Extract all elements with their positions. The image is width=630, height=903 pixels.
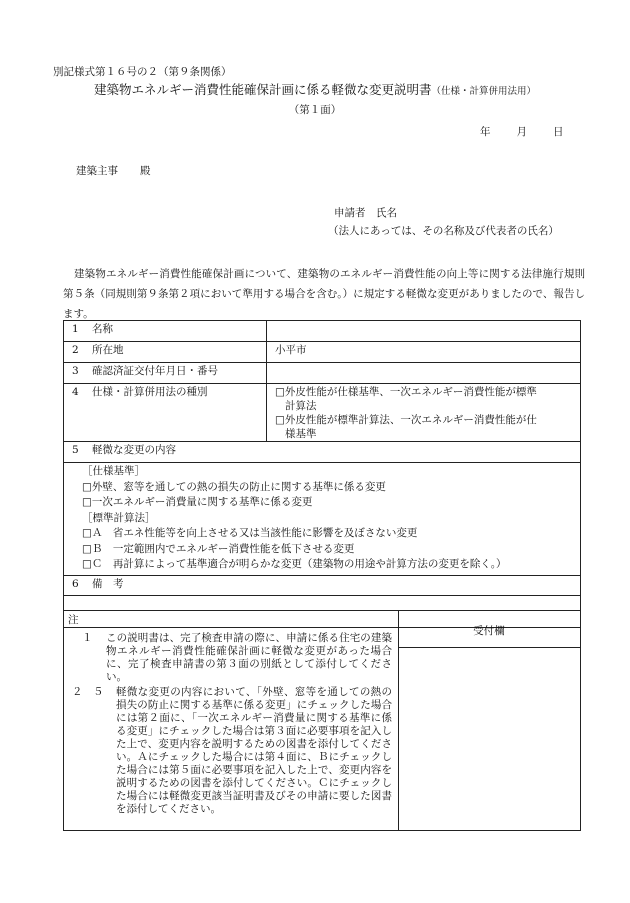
date-line	[480, 124, 564, 139]
note-item: ２ ５ 軽微な変更の内容において、「外壁、窓等を通しての熱の損失の防止に関する基準に係る変更」にチェックした場合には第２面に、「一次エネルギー消費量に関する基準に係る変更」にチェックした場合は第３面に必要事項を記入した上で、変更内容を説明するための図書を添付してください。Ａにチェックした場合には第４面に、Ｂにチェックした場合には第５面に必要事項を記入した上で、変更内容を説明するための図書を添付してください。Ｃにチェックした場合には軽微変更該当証明書及びその申請に要した図書を添付してください。	[72, 686, 392, 815]
location-field[interactable]: 小平市	[267, 342, 581, 363]
method-option-checkbox[interactable]: □外皮性能が標準計算法、一次エネルギー消費性能が仕	[275, 414, 537, 426]
table-row	[64, 463, 581, 576]
receipt-label: 受付欄	[473, 625, 505, 637]
std-heading: ［標準計算法］	[82, 511, 156, 524]
divider	[398, 647, 580, 648]
std-change-checkbox-b[interactable]: □Ｂ 一定範囲内でエネルギー消費性能を低下させる変更	[82, 542, 355, 555]
name-field[interactable]	[267, 321, 581, 342]
method-option-checkbox[interactable]: □外皮性能が仕様基準、一次エネルギー消費性能が標準	[275, 386, 537, 398]
notes	[68, 614, 392, 818]
document-title	[0, 80, 630, 98]
row-label: 2 所在地	[64, 342, 267, 363]
notes-heading: 注	[68, 614, 79, 626]
spec-change-checkbox[interactable]: □一次エネルギー消費量に関する基準に係る変更	[82, 496, 313, 508]
section6-header: 6 備 考	[64, 575, 581, 595]
form-number: 別記様式第１６号の２（第９条関係）	[53, 66, 232, 78]
row-label: 3 確認済証交付年月日・番号	[64, 363, 267, 384]
method-option-cont: 計算法	[285, 400, 317, 412]
page-number: （第１面）	[288, 104, 342, 116]
change-form-table	[63, 320, 581, 628]
title-main: 建築物エネルギー消費性能確保計画に係る軽微な変更説明書	[93, 82, 432, 97]
title-subtitle: （仕様・計算併用法用）	[431, 86, 537, 97]
note-item: １ この説明書は、完了検査申請の際に、申請に係る住宅の建築物エネルギー消費性能確保計画に軽微な変更があった場合に、完了検査申請書の第３面の別紙として添付してください。	[82, 632, 392, 683]
section5-content	[64, 463, 581, 576]
table-row	[64, 384, 581, 442]
confirmation-field[interactable]	[267, 363, 581, 384]
table-row	[64, 363, 581, 384]
date-day[interactable]: 日	[553, 126, 564, 138]
method-type-options	[267, 384, 581, 442]
table-row	[64, 575, 581, 595]
notes-receipt-box	[63, 610, 581, 831]
date-month[interactable]: 月	[516, 126, 527, 138]
spec-heading: ［仕様基準］	[82, 465, 145, 477]
section5-header: 5 軽微な変更の内容	[64, 442, 581, 463]
applicant-name-label: 申請者 氏名	[334, 207, 397, 219]
intro-paragraph: 建築物エネルギー消費性能確保計画について、建築物のエネルギー消費性能の向上等に関する法律施行規則第５条（同規則第９条第２項において準用する場合を含む。）に規定する軽微な変更がありましたので、報告します。	[63, 268, 585, 320]
addressee-label: 建築主事	[76, 165, 118, 177]
divider	[398, 611, 399, 830]
date-year[interactable]: 年	[480, 126, 491, 138]
std-change-checkbox-c[interactable]: □Ｃ 再計算によって基準適合が明らかな変更（建築物の用途や計算方法の変更を除く。）	[82, 558, 507, 570]
table-row	[64, 342, 581, 363]
std-change-checkbox-a[interactable]: □Ａ 省エネ性能等を向上させる又は当該性能に影響を及ぼさない変更	[82, 527, 418, 539]
table-row	[64, 321, 581, 342]
method-option-cont: 様基準	[285, 428, 317, 440]
row-label: 4 仕様・計算併用法の種別	[64, 384, 267, 442]
table-row	[64, 442, 581, 463]
spec-change-checkbox[interactable]: □外壁、窓等を通しての熱の損失の防止に関する基準に係る変更	[82, 480, 386, 493]
addressee-suffix: 殿	[140, 165, 151, 177]
applicant-note: （法人にあっては、その名称及び代表者の氏名）	[328, 225, 559, 237]
row-label: 1 名称	[64, 321, 267, 342]
addressee	[76, 163, 173, 178]
